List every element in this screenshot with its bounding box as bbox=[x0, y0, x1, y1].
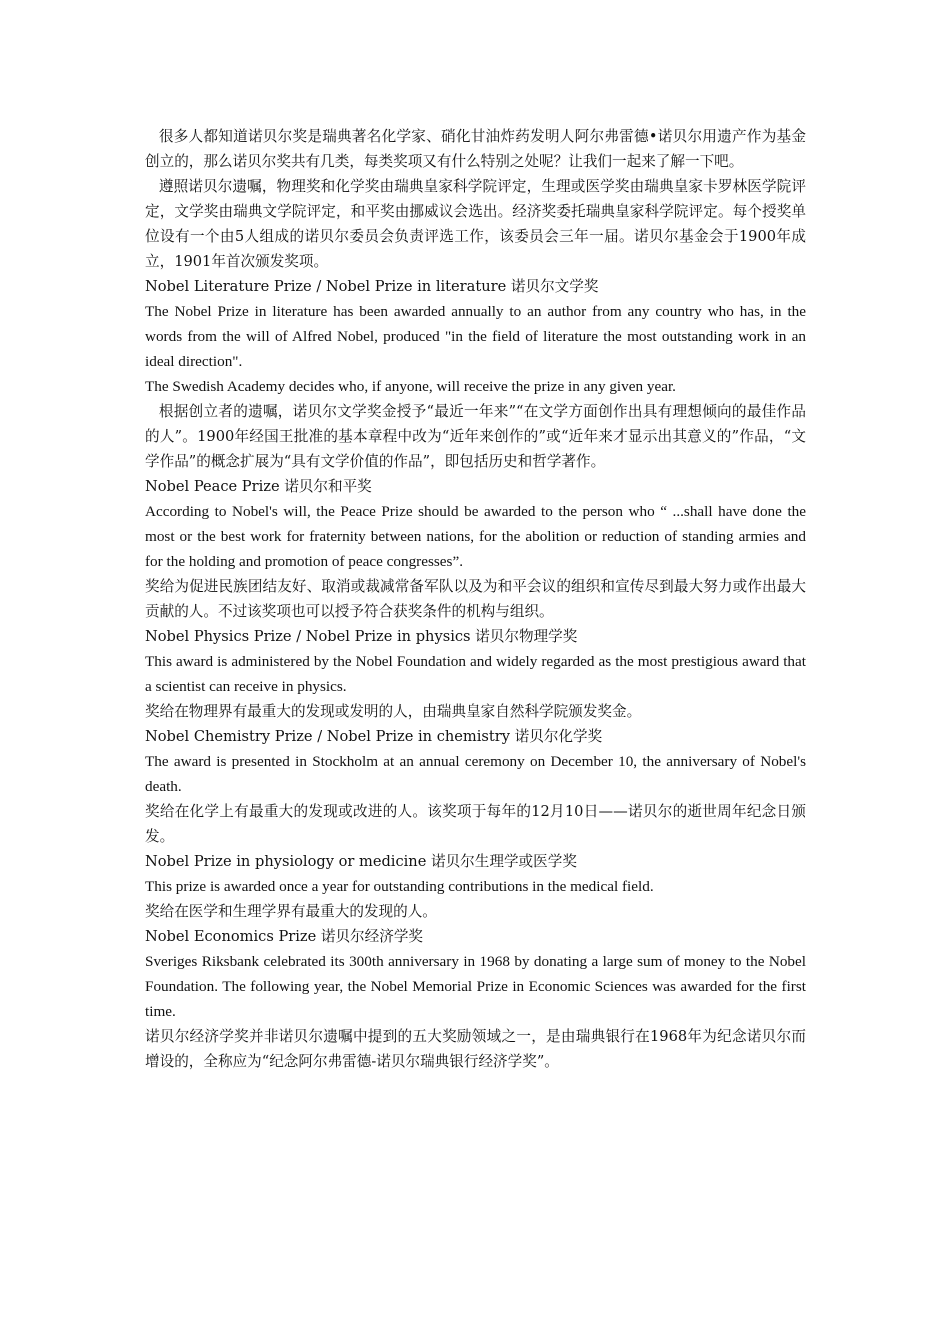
medicine-prize-english-paragraph: This prize is awarded once a year for outstanding contributions in the medical field. bbox=[145, 878, 654, 895]
peace-prize-english-paragraph: According to Nobel's will, the Peace Prize should be awarded to the person who “ ...shall have done the most or the best work for fraternity between nations, for the abolition or reduction of standing armies and for the holding and promotion of peace congresses”. bbox=[145, 503, 806, 570]
selection-rules-paragraph: 遵照诺贝尔遗嘱，物理奖和化学奖由瑞典皇家科学院评定，生理或医学奖由瑞典皇家卡罗林医学院评定，文学奖由瑞典文学院评定，和平奖由挪威议会选出。经济奖委托瑞典皇家科学院评定。每个授奖单位设有一个由5人组成的诺贝尔委员会负责评选工作，该委员会三年一届。诺贝尔基金会于1900年成立，1901年首次颁发奖项。 bbox=[145, 178, 806, 270]
literature-prize-chinese-paragraph: 根据创立者的遗嘱，诺贝尔文学奖金授予“最近一年来”“在文学方面创作出具有理想倾向的最佳作品的人”。1900年经国王批准的基本章程中改为“近年来创作的”或“近年来才显示出其意义的”作品，“文学作品”的概念扩展为“具有文学价值的作品”，即包括历史和哲学著作。 bbox=[145, 403, 806, 470]
peace-prize-chinese-paragraph: 奖给为促进民族团结友好、取消或裁减常备军队以及为和平会议的组织和宣传尽到最大努力或作出最大贡献的人。不过该奖项也可以授予符合获奖条件的机构与组织。 bbox=[145, 578, 806, 620]
literature-prize-academy-paragraph: The Swedish Academy decides who, if anyone, will receive the prize in any given year. bbox=[145, 378, 676, 395]
chemistry-prize-english-paragraph: The award is presented in Stockholm at an annual ceremony on December 10, the anniversary of Nobel's death. bbox=[145, 753, 806, 795]
chemistry-prize-chinese-paragraph: 奖给在化学上有最重大的发现或改进的人。该奖项于每年的12月10日——诺贝尔的逝世周年纪念日颁发。 bbox=[145, 803, 806, 845]
literature-prize-english-paragraph: The Nobel Prize in literature has been awarded annually to an author from any country who has, in the words from the will of Alfred Nobel, produced "in the field of literature the most outstanding work in an ideal direction". bbox=[145, 303, 806, 370]
peace-prize-heading: Nobel Peace Prize 诺贝尔和平奖 bbox=[145, 478, 372, 495]
physics-prize-english-paragraph: This award is administered by the Nobel Foundation and widely regarded as the most prestigious award that a scientist can receive in physics. bbox=[145, 653, 806, 695]
literature-prize-heading: Nobel Literature Prize / Nobel Prize in literature 诺贝尔文学奖 bbox=[145, 278, 599, 295]
medicine-prize-heading: Nobel Prize in physiology or medicine 诺贝尔生理学或医学奖 bbox=[145, 853, 577, 870]
document-page bbox=[145, 124, 806, 1074]
economics-prize-english-paragraph: Sveriges Riksbank celebrated its 300th anniversary in 1968 by donating a large sum of money to the Nobel Foundation. The following year, the Nobel Memorial Prize in Economic Sciences was awarded for the first time. bbox=[145, 953, 806, 1020]
physics-prize-chinese-paragraph: 奖给在物理界有最重大的发现或发明的人，由瑞典皇家自然科学院颁发奖金。 bbox=[145, 703, 642, 720]
economics-prize-heading: Nobel Economics Prize 诺贝尔经济学奖 bbox=[145, 928, 424, 945]
economics-prize-chinese-paragraph: 诺贝尔经济学奖并非诺贝尔遗嘱中提到的五大奖励领域之一，是由瑞典银行在1968年为纪念诺贝尔而增设的，全称应为“纪念阿尔弗雷德-诺贝尔瑞典银行经济学奖”。 bbox=[145, 1028, 806, 1070]
medicine-prize-chinese-paragraph: 奖给在医学和生理学界有最重大的发现的人。 bbox=[145, 903, 437, 920]
intro-paragraph: 很多人都知道诺贝尔奖是瑞典著名化学家、硝化甘油炸药发明人阿尔弗雷德•诺贝尔用遗产作为基金创立的，那么诺贝尔奖共有几类，每类奖项又有什么特别之处呢？让我们一起来了解一下吧。 bbox=[145, 128, 806, 170]
chemistry-prize-heading: Nobel Chemistry Prize / Nobel Prize in chemistry 诺贝尔化学奖 bbox=[145, 728, 603, 745]
physics-prize-heading: Nobel Physics Prize / Nobel Prize in physics 诺贝尔物理学奖 bbox=[145, 628, 578, 645]
